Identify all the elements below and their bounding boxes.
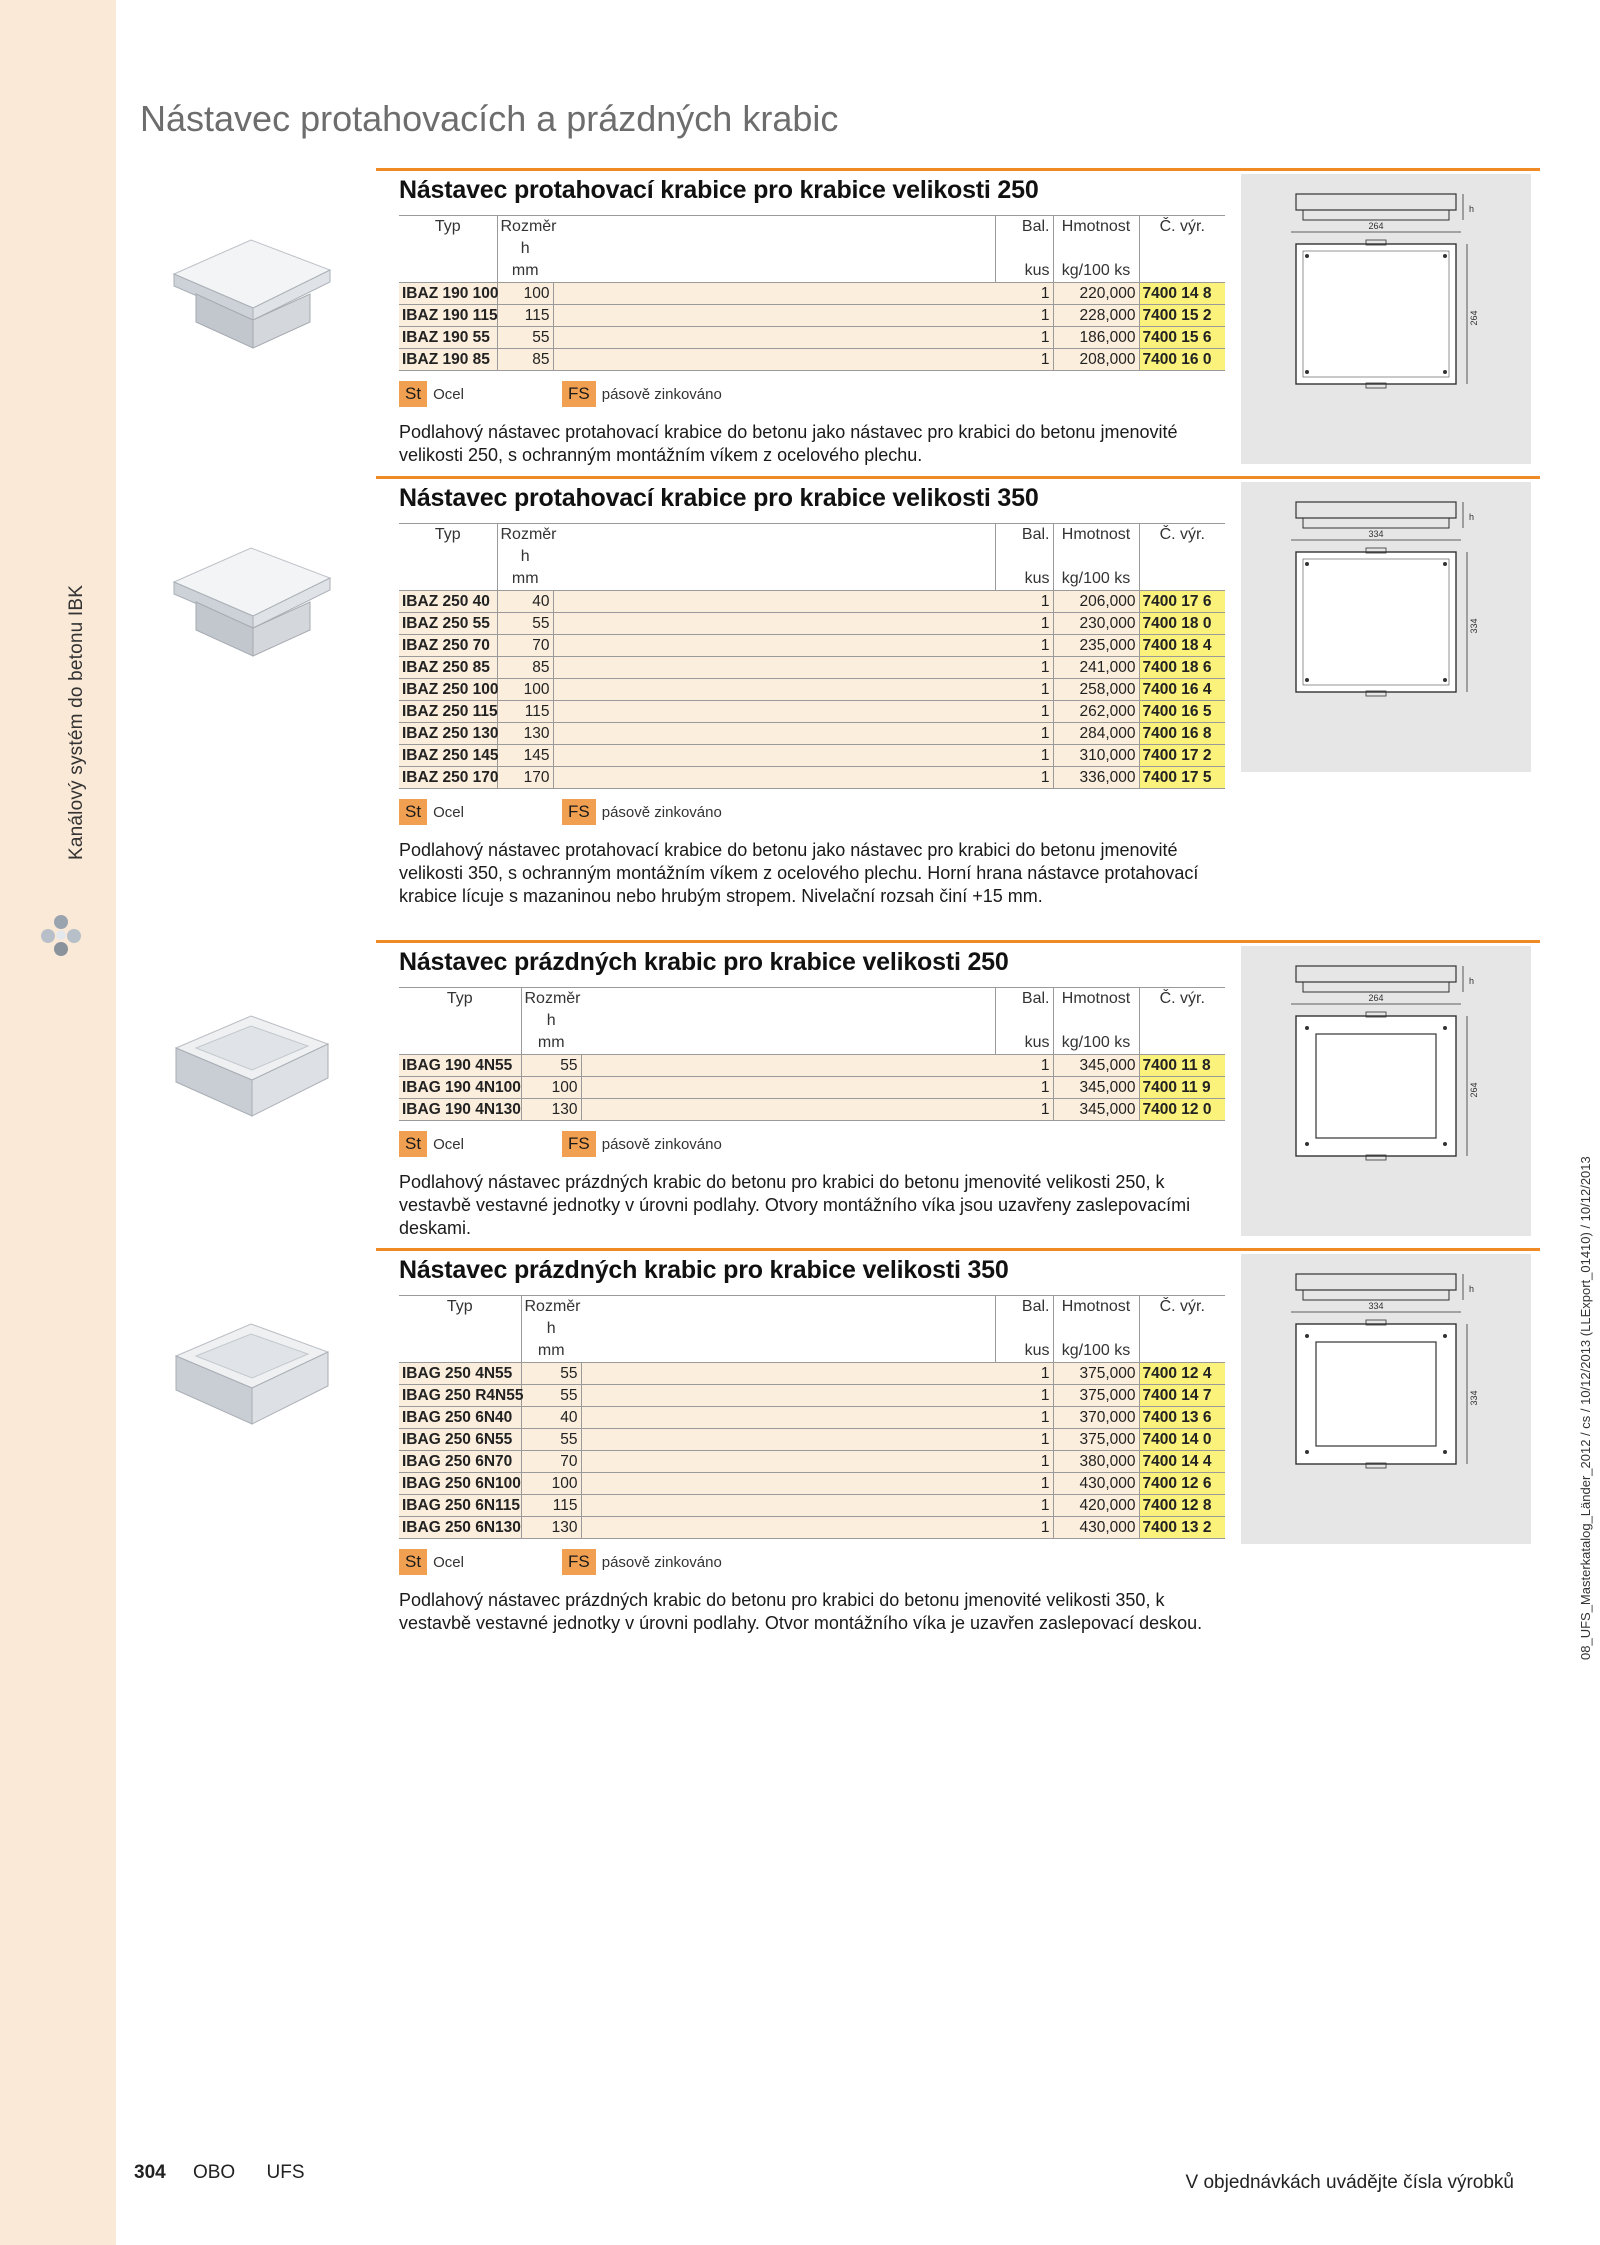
header-mm: mm (497, 568, 553, 591)
cell-spacer (553, 327, 995, 349)
cell-packaging: 1 (995, 349, 1053, 371)
header-cvyr: Č. výr. (1139, 988, 1225, 1011)
header-hmotnost: Hmotnost (1053, 216, 1139, 239)
header-cvyr: Č. výr. (1139, 524, 1225, 547)
cell-packaging: 1 (995, 1385, 1053, 1407)
cell-article-number: 7400 12 8 (1139, 1495, 1225, 1517)
header-bal: Bal. (995, 988, 1053, 1011)
header-bal: Bal. (995, 524, 1053, 547)
cell-spacer (553, 723, 995, 745)
cell-article-number: 7400 14 7 (1139, 1385, 1225, 1407)
document-export-info: 08_UFS_Masterkatalog_Länder_2012 / cs / 10/12/2013 (LLExport_01410) / 10/12/2013 (1578, 1156, 1593, 1660)
cell-article-number: 7400 18 6 (1139, 657, 1225, 679)
cell-weight: 230,000 (1053, 613, 1139, 635)
cell-height: 100 (521, 1077, 581, 1099)
table-row (399, 657, 1225, 679)
product-table (399, 215, 1225, 371)
table-row (399, 1363, 1225, 1385)
cell-type: IBAZ 190 85 (399, 349, 497, 371)
header-bal: Bal. (995, 216, 1053, 239)
cell-height: 130 (521, 1099, 581, 1121)
cell-weight: 206,000 (1053, 591, 1139, 613)
cell-article-number: 7400 15 2 (1139, 305, 1225, 327)
drawing-width-label: 264 (1368, 993, 1384, 1003)
material-label: Ocel (433, 1553, 464, 1571)
cell-height: 170 (497, 767, 553, 789)
product-photo (156, 1296, 346, 1446)
header-rozmer: Rozměr (521, 988, 581, 1011)
section-title: Nástavec prázdných krabic pro krabice velikosti 350 (399, 1256, 1009, 1284)
drawing-h-label: h (1469, 512, 1475, 522)
header-mm: mm (521, 1340, 581, 1363)
cell-spacer (553, 679, 995, 701)
table-row (399, 305, 1225, 327)
product-table (399, 987, 1225, 1121)
section-description: Podlahový nástavec protahovací krabice do betonu jako nástavec pro krabici do betonu jmenovité velikosti 350, s ochranným montážním víkem z ocelového plechu. Horní hrana nástavce protahovací krabice lícuje s mazaninou nebo hrubým stropem. Nivelační rozsah činí +15 mm. (399, 840, 1199, 906)
header-hmotnost: Hmotnost (1053, 524, 1139, 547)
header-row (399, 216, 1225, 239)
cell-spacer (581, 1407, 995, 1429)
table-row (399, 1407, 1225, 1429)
material-row (399, 1549, 1225, 1575)
category-label: UFS (266, 2162, 305, 2183)
cell-weight: 375,000 (1053, 1385, 1139, 1407)
cell-spacer (581, 1473, 995, 1495)
section-title: Nástavec prázdných krabic pro krabice velikosti 250 (399, 948, 1009, 976)
cell-type: IBAG 250 6N115 (399, 1495, 521, 1517)
cell-article-number: 7400 12 6 (1139, 1473, 1225, 1495)
header-hmotnost: Hmotnost (1053, 1296, 1139, 1319)
cell-packaging: 1 (995, 1517, 1053, 1539)
cell-spacer (581, 1385, 995, 1407)
header-row (399, 568, 1225, 591)
cell-packaging: 1 (995, 1451, 1053, 1473)
section-title: Nástavec protahovací krabice pro krabice velikosti 250 (399, 176, 1039, 204)
cell-weight: 345,000 (1053, 1077, 1139, 1099)
cell-packaging: 1 (995, 1363, 1053, 1385)
cell-height: 130 (521, 1517, 581, 1539)
cell-article-number: 7400 16 0 (1139, 349, 1225, 371)
cell-packaging: 1 (995, 679, 1053, 701)
table-row (399, 679, 1225, 701)
material-badge-st: St (399, 799, 427, 825)
cell-article-number: 7400 12 0 (1139, 1099, 1225, 1121)
cell-type: IBAG 250 6N130 (399, 1517, 521, 1539)
cell-type: IBAG 190 4N130 (399, 1099, 521, 1121)
cell-spacer (581, 1055, 995, 1077)
cell-height: 40 (521, 1407, 581, 1429)
cell-article-number: 7400 13 6 (1139, 1407, 1225, 1429)
header-typ: Typ (399, 216, 497, 239)
cell-weight: 336,000 (1053, 767, 1139, 789)
cell-article-number: 7400 14 0 (1139, 1429, 1225, 1451)
cell-article-number: 7400 17 2 (1139, 745, 1225, 767)
cell-type: IBAZ 250 55 (399, 613, 497, 635)
cell-packaging: 1 (995, 305, 1053, 327)
cell-height: 100 (497, 679, 553, 701)
cell-spacer (553, 657, 995, 679)
cell-spacer (581, 1517, 995, 1539)
material-badge-st: St (399, 1131, 427, 1157)
header-kus: kus (995, 1032, 1053, 1055)
section-content (399, 484, 1225, 908)
drawing-h-label: h (1469, 976, 1475, 986)
header-typ: Typ (399, 988, 521, 1011)
ibk-system-icon (34, 908, 88, 962)
cell-packaging: 1 (995, 635, 1053, 657)
material-finish (562, 799, 722, 825)
drawing-side-label: 334 (1469, 618, 1479, 634)
cell-weight: 262,000 (1053, 701, 1139, 723)
cell-height: 85 (497, 349, 553, 371)
cell-height: 70 (497, 635, 553, 657)
cell-type: IBAZ 250 130 (399, 723, 497, 745)
section-description: Podlahový nástavec protahovací krabice do betonu jako nástavec pro krabici do betonu jmenovité velikosti 250, s ochranným montážním víkem z ocelového plechu. (399, 422, 1178, 465)
drawing-side-label: 334 (1469, 1390, 1479, 1406)
material-steel (399, 799, 464, 825)
product-table (399, 1295, 1225, 1539)
cell-height: 55 (521, 1429, 581, 1451)
cell-packaging: 1 (995, 591, 1053, 613)
cell-spacer (581, 1495, 995, 1517)
cell-article-number: 7400 17 5 (1139, 767, 1225, 789)
left-strip (0, 0, 116, 2245)
cell-spacer (553, 349, 995, 371)
section-content (399, 176, 1225, 467)
cell-height: 145 (497, 745, 553, 767)
material-badge-fs: FS (562, 1131, 596, 1157)
drawing-width-label: 334 (1368, 1301, 1384, 1311)
drawing-h-label: h (1469, 204, 1475, 214)
technical-drawing (1241, 1254, 1531, 1544)
header-h: h (497, 238, 553, 260)
table-row (399, 767, 1225, 789)
material-label: Ocel (433, 1135, 464, 1153)
table-row (399, 745, 1225, 767)
cell-height: 115 (521, 1495, 581, 1517)
header-row (399, 238, 1225, 260)
cell-height: 70 (521, 1451, 581, 1473)
section-rule (376, 940, 1540, 943)
section-rule (376, 1248, 1540, 1251)
drawing-side-label: 264 (1469, 1082, 1479, 1098)
cell-article-number: 7400 17 6 (1139, 591, 1225, 613)
table-row (399, 1055, 1225, 1077)
cell-type: IBAZ 250 40 (399, 591, 497, 613)
page-title: Nástavec protahovacích a prázdných krabic (140, 98, 839, 139)
cell-spacer (553, 305, 995, 327)
header-cvyr: Č. výr. (1139, 1296, 1225, 1319)
cell-packaging: 1 (995, 1077, 1053, 1099)
header-kus: kus (995, 260, 1053, 283)
cell-article-number: 7400 13 2 (1139, 1517, 1225, 1539)
cell-packaging: 1 (995, 327, 1053, 349)
material-badge-fs: FS (562, 799, 596, 825)
table-row (399, 1473, 1225, 1495)
cell-spacer (581, 1077, 995, 1099)
cell-spacer (553, 635, 995, 657)
table-row (399, 1517, 1225, 1539)
page-number: 304 (134, 2162, 166, 2183)
drawing-width-label: 264 (1368, 221, 1384, 231)
cell-article-number: 7400 14 4 (1139, 1451, 1225, 1473)
header-mm: mm (521, 1032, 581, 1055)
table-row (399, 1495, 1225, 1517)
cell-weight: 370,000 (1053, 1407, 1139, 1429)
cell-height: 55 (521, 1385, 581, 1407)
material-finish (562, 1549, 722, 1575)
cell-weight: 235,000 (1053, 635, 1139, 657)
cell-weight: 310,000 (1053, 745, 1139, 767)
cell-weight: 380,000 (1053, 1451, 1139, 1473)
header-spacer (581, 988, 995, 1011)
table-row (399, 349, 1225, 371)
footer-left (134, 2162, 305, 2184)
cell-height: 115 (497, 305, 553, 327)
table-row (399, 591, 1225, 613)
cell-type: IBAG 250 R4N55 (399, 1385, 521, 1407)
cell-spacer (553, 591, 995, 613)
section-content (399, 1256, 1225, 1635)
cell-height: 130 (497, 723, 553, 745)
section-content (399, 948, 1225, 1240)
header-row (399, 1318, 1225, 1340)
cell-article-number: 7400 18 4 (1139, 635, 1225, 657)
cell-height: 100 (521, 1473, 581, 1495)
cell-type: IBAZ 250 100 (399, 679, 497, 701)
cell-type: IBAG 190 4N100 (399, 1077, 521, 1099)
table-row (399, 701, 1225, 723)
header-kg: kg/100 ks (1053, 260, 1139, 283)
cell-spacer (553, 283, 995, 305)
finish-label: pásově zinkováno (601, 1135, 722, 1153)
cell-packaging: 1 (995, 767, 1053, 789)
finish-label: pásově zinkováno (601, 385, 722, 403)
cell-weight: 186,000 (1053, 327, 1139, 349)
material-steel (399, 1131, 464, 1157)
cell-weight: 228,000 (1053, 305, 1139, 327)
material-badge-st: St (399, 1549, 427, 1575)
header-typ: Typ (399, 524, 497, 547)
cell-packaging: 1 (995, 283, 1053, 305)
cell-height: 115 (497, 701, 553, 723)
header-typ: Typ (399, 1296, 521, 1319)
header-spacer (553, 216, 995, 239)
table-row (399, 723, 1225, 745)
cell-type: IBAZ 190 100 (399, 283, 497, 305)
cell-packaging: 1 (995, 1055, 1053, 1077)
header-h: h (521, 1318, 581, 1340)
cell-article-number: 7400 16 8 (1139, 723, 1225, 745)
header-rozmer: Rozměr (521, 1296, 581, 1319)
header-mm: mm (497, 260, 553, 283)
cell-packaging: 1 (995, 657, 1053, 679)
material-label: Ocel (433, 803, 464, 821)
cell-article-number: 7400 18 0 (1139, 613, 1225, 635)
cell-spacer (581, 1099, 995, 1121)
footer-note: V objednávkách uvádějte čísla výrobků (1185, 2172, 1514, 2193)
cell-spacer (581, 1451, 995, 1473)
cell-type: IBAG 250 6N55 (399, 1429, 521, 1451)
cell-packaging: 1 (995, 1099, 1053, 1121)
table-row (399, 613, 1225, 635)
cell-weight: 375,000 (1053, 1429, 1139, 1451)
cell-weight: 345,000 (1053, 1055, 1139, 1077)
cell-weight: 430,000 (1053, 1517, 1139, 1539)
header-row (399, 260, 1225, 283)
cell-spacer (553, 701, 995, 723)
cell-weight: 420,000 (1053, 1495, 1139, 1517)
cell-weight: 430,000 (1053, 1473, 1139, 1495)
section-rule (376, 168, 1540, 171)
header-row (399, 1032, 1225, 1055)
material-badge-fs: FS (562, 381, 596, 407)
brand-label: OBO (192, 2162, 236, 2183)
cell-type: IBAZ 190 115 (399, 305, 497, 327)
cell-spacer (553, 767, 995, 789)
table-row (399, 635, 1225, 657)
table-row (399, 1385, 1225, 1407)
cell-weight: 208,000 (1053, 349, 1139, 371)
cell-height: 100 (497, 283, 553, 305)
cell-height: 55 (521, 1055, 581, 1077)
cell-type: IBAG 250 6N40 (399, 1407, 521, 1429)
cell-weight: 345,000 (1053, 1099, 1139, 1121)
cell-weight: 284,000 (1053, 723, 1139, 745)
cell-type: IBAG 190 4N55 (399, 1055, 521, 1077)
cell-height: 55 (497, 613, 553, 635)
technical-drawing (1241, 174, 1531, 464)
header-row (399, 524, 1225, 547)
cell-article-number: 7400 16 4 (1139, 679, 1225, 701)
material-row (399, 381, 1225, 407)
header-rozmer: Rozměr (497, 524, 553, 547)
header-kg: kg/100 ks (1053, 1032, 1139, 1055)
product-photo (156, 524, 346, 674)
material-finish (562, 1131, 722, 1157)
cell-packaging: 1 (995, 1429, 1053, 1451)
header-row (399, 546, 1225, 568)
drawing-h-label: h (1469, 1284, 1475, 1294)
cell-article-number: 7400 11 9 (1139, 1077, 1225, 1099)
material-steel (399, 381, 464, 407)
table-row (399, 283, 1225, 305)
header-rozmer: Rozměr (497, 216, 553, 239)
header-h: h (497, 546, 553, 568)
side-label: Kanálový systém do betonu IBK (66, 584, 87, 860)
cell-weight: 220,000 (1053, 283, 1139, 305)
header-h: h (521, 1010, 581, 1032)
header-row (399, 988, 1225, 1011)
material-row (399, 799, 1225, 825)
cell-article-number: 7400 11 8 (1139, 1055, 1225, 1077)
section-description: Podlahový nástavec prázdných krabic do betonu pro krabici do betonu jmenovité velikosti 250, k vestavbě vestavné jednotky v úrovni podlahy. Otvory montážního víka jsou uzavřeny zaslepovacími deskami. (399, 1172, 1191, 1238)
product-photo (156, 988, 346, 1138)
header-hmotnost: Hmotnost (1053, 988, 1139, 1011)
header-row (399, 1340, 1225, 1363)
header-row (399, 1296, 1225, 1319)
cell-type: IBAZ 190 55 (399, 327, 497, 349)
cell-spacer (553, 613, 995, 635)
cell-type: IBAZ 250 170 (399, 767, 497, 789)
cell-article-number: 7400 12 4 (1139, 1363, 1225, 1385)
header-row (399, 1010, 1225, 1032)
drawing-width-label: 334 (1368, 529, 1384, 539)
header-kg: kg/100 ks (1053, 1340, 1139, 1363)
cell-packaging: 1 (995, 1473, 1053, 1495)
finish-label: pásově zinkováno (601, 1553, 722, 1571)
header-spacer (581, 1296, 995, 1319)
cell-spacer (553, 745, 995, 767)
cell-type: IBAG 250 4N55 (399, 1363, 521, 1385)
material-steel (399, 1549, 464, 1575)
cell-spacer (581, 1429, 995, 1451)
table-row (399, 327, 1225, 349)
cell-height: 55 (521, 1363, 581, 1385)
technical-drawing (1241, 482, 1531, 772)
material-finish (562, 381, 722, 407)
header-cvyr: Č. výr. (1139, 216, 1225, 239)
material-badge-fs: FS (562, 1549, 596, 1575)
cell-article-number: 7400 14 8 (1139, 283, 1225, 305)
cell-packaging: 1 (995, 613, 1053, 635)
cell-type: IBAG 250 6N70 (399, 1451, 521, 1473)
cell-packaging: 1 (995, 1407, 1053, 1429)
cell-type: IBAZ 250 85 (399, 657, 497, 679)
drawing-side-label: 264 (1469, 310, 1479, 326)
cell-packaging: 1 (995, 745, 1053, 767)
section-rule (376, 476, 1540, 479)
header-spacer (553, 524, 995, 547)
cell-packaging: 1 (995, 701, 1053, 723)
material-row (399, 1131, 1225, 1157)
cell-spacer (581, 1363, 995, 1385)
cell-weight: 258,000 (1053, 679, 1139, 701)
cell-type: IBAG 250 6N100 (399, 1473, 521, 1495)
cell-type: IBAZ 250 115 (399, 701, 497, 723)
header-kus: kus (995, 568, 1053, 591)
product-photo (156, 216, 346, 366)
cell-article-number: 7400 16 5 (1139, 701, 1225, 723)
cell-type: IBAZ 250 70 (399, 635, 497, 657)
section-title: Nástavec protahovací krabice pro krabice velikosti 350 (399, 484, 1039, 512)
header-bal: Bal. (995, 1296, 1053, 1319)
product-table (399, 523, 1225, 789)
section-description: Podlahový nástavec prázdných krabic do betonu pro krabici do betonu jmenovité velikosti 350, k vestavbě vestavné jednotky v úrovni podlahy. Otvor montážního víka je uzavřen zaslepovací deskou. (399, 1590, 1203, 1633)
cell-packaging: 1 (995, 1495, 1053, 1517)
material-badge-st: St (399, 381, 427, 407)
cell-packaging: 1 (995, 723, 1053, 745)
cell-height: 85 (497, 657, 553, 679)
header-kg: kg/100 ks (1053, 568, 1139, 591)
cell-type: IBAZ 250 145 (399, 745, 497, 767)
table-row (399, 1099, 1225, 1121)
table-row (399, 1077, 1225, 1099)
material-label: Ocel (433, 385, 464, 403)
cell-weight: 241,000 (1053, 657, 1139, 679)
technical-drawing (1241, 946, 1531, 1236)
cell-height: 55 (497, 327, 553, 349)
cell-article-number: 7400 15 6 (1139, 327, 1225, 349)
finish-label: pásově zinkováno (601, 803, 722, 821)
cell-weight: 375,000 (1053, 1363, 1139, 1385)
header-kus: kus (995, 1340, 1053, 1363)
table-row (399, 1429, 1225, 1451)
cell-height: 40 (497, 591, 553, 613)
table-row (399, 1451, 1225, 1473)
